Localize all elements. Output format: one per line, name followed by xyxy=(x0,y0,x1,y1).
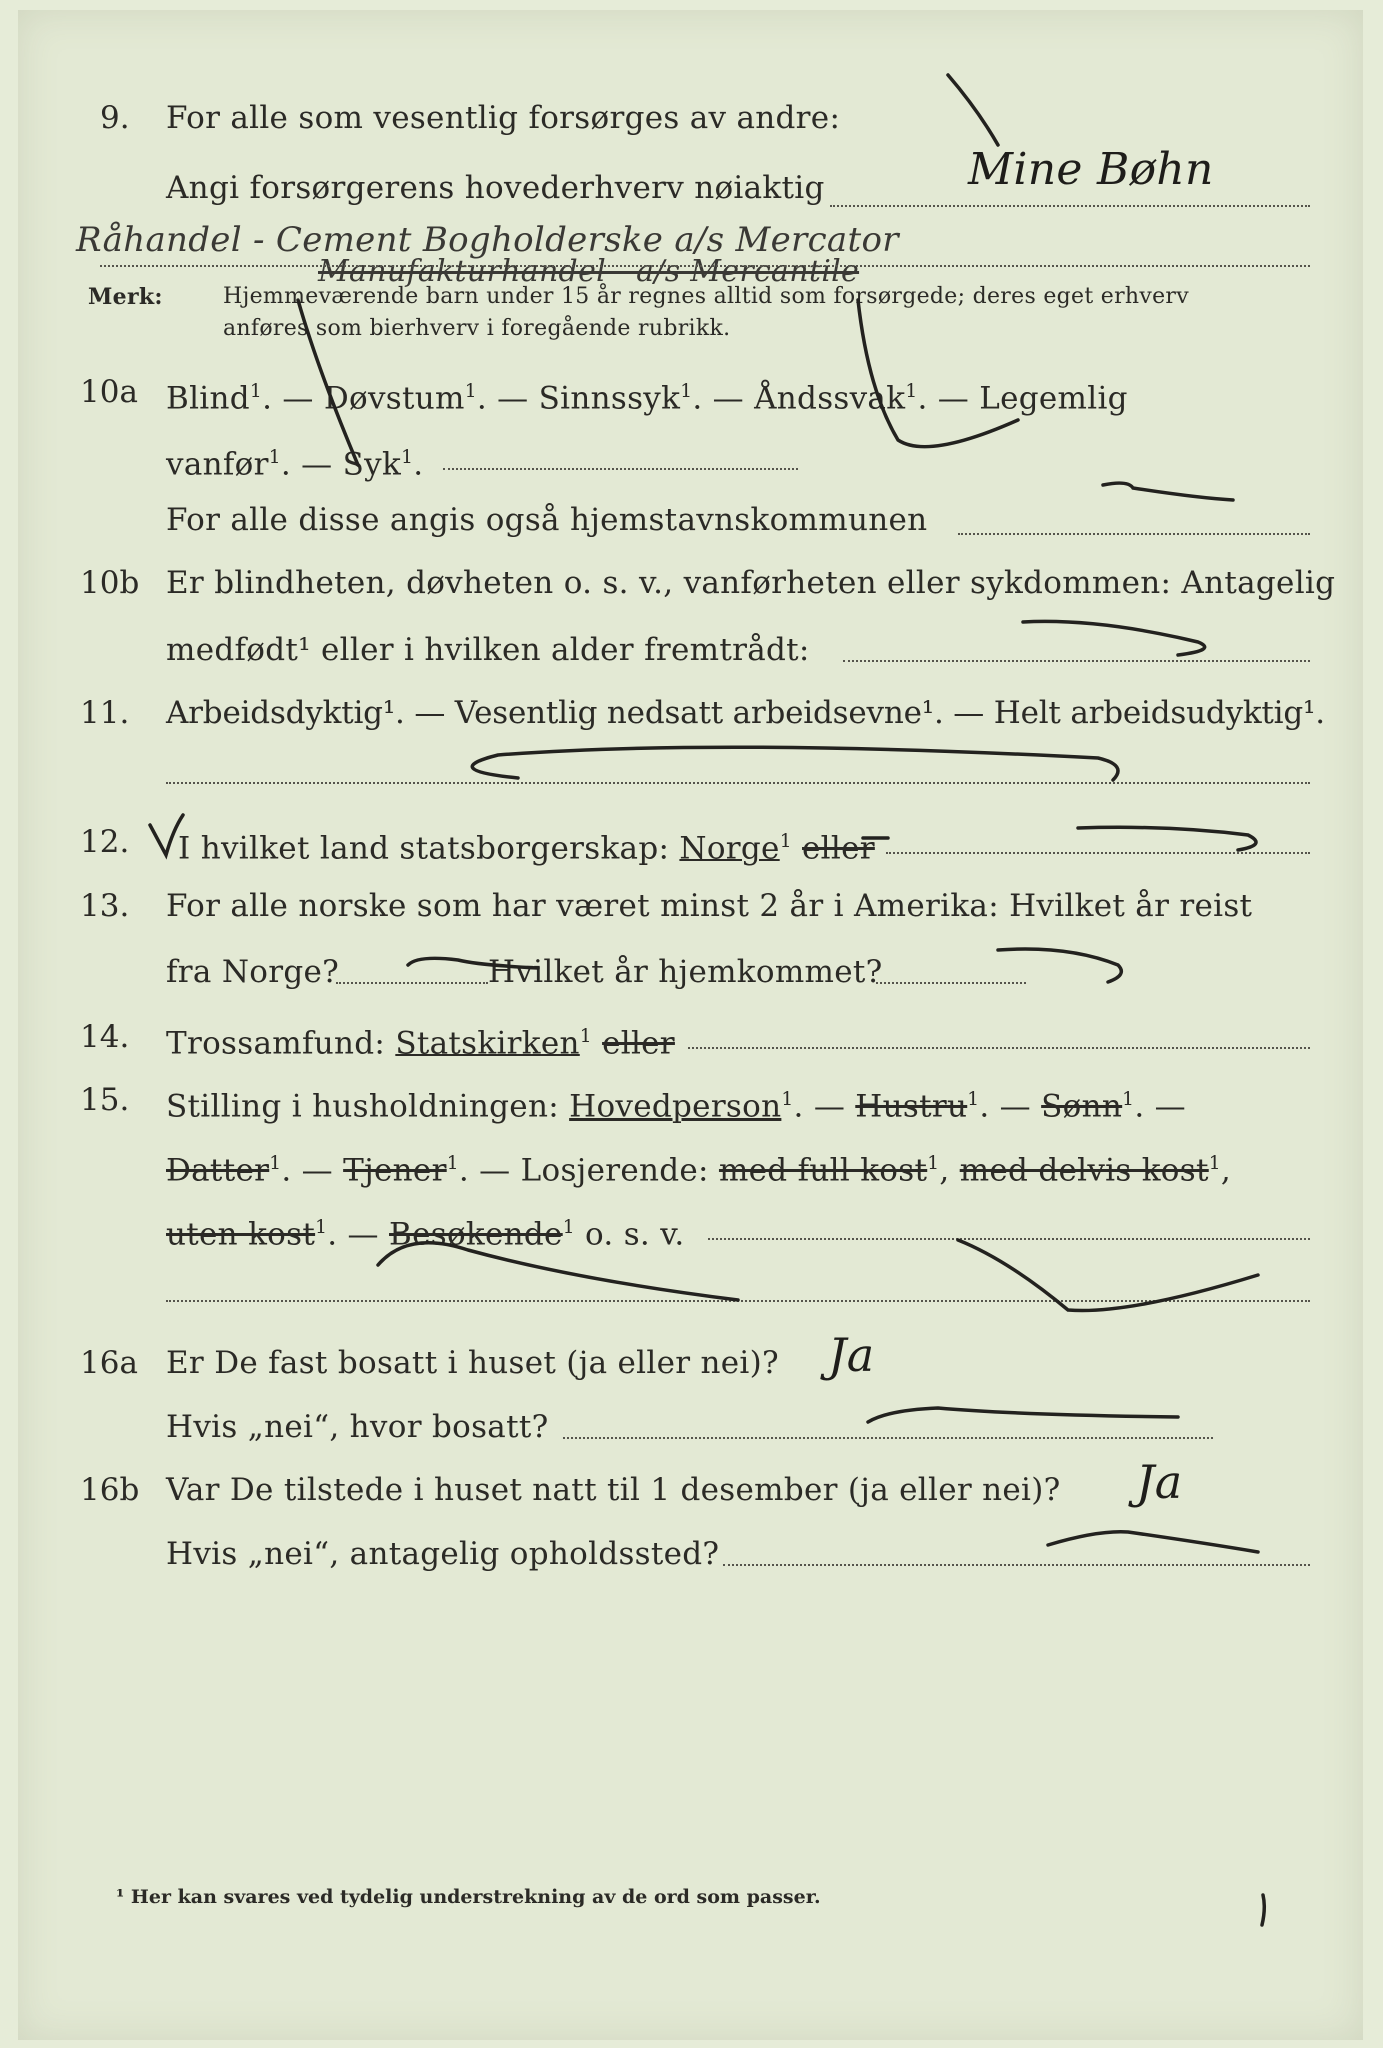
q14-line: Trossamfund: Statskirken$^1$ eller xyxy=(166,1025,675,1062)
q13-line-2a: fra Norge? xyxy=(166,954,340,990)
q9-handwritten-occupation: Råhandel - Cement Bogholderske a/s Mercator xyxy=(76,220,899,260)
option-losjerende: Losjerende: xyxy=(520,1152,709,1189)
option-osv: o. s. v. xyxy=(585,1216,685,1253)
option-med-full-kost: med full kost xyxy=(718,1152,928,1189)
q15-line-1: Stilling i husholdningen: Hovedperson$^1$. — Hustru$^1$. — Sønn$^1$. — xyxy=(166,1088,1186,1125)
option-andssvak: — Åndssvak xyxy=(702,380,906,417)
q15-answer-line xyxy=(708,1238,1310,1240)
q15-answer-line-2 xyxy=(166,1300,1310,1302)
q10a-hjemstavn-line xyxy=(958,533,1310,535)
question-number-11: 11. xyxy=(80,695,130,731)
q15-line-2: Datter$^1$. — Tjener$^1$. — Losjerende: med full kost$^1$, med delvis kost$^1$, xyxy=(166,1152,1232,1189)
q15-line-3: uten kost$^1$. — Besøkende$^1$ o. s. v. xyxy=(166,1216,685,1253)
q16a-handwritten-answer: Ja xyxy=(828,1328,875,1382)
option-med-delvis-kost: med delvis kost xyxy=(959,1152,1209,1189)
q13-line-2b: Hvilket år hjemkommet? xyxy=(488,954,883,990)
footnote: ¹ Her kan svares ved tydelig understrekning av de ord som passer. xyxy=(116,1886,821,1908)
option-sinnssyk: — Sinnssyk xyxy=(486,380,681,417)
question-number-12: 12. xyxy=(80,824,130,860)
question-number-14: 14. xyxy=(80,1019,130,1055)
q16a-line-2: Hvis „nei“, hvor bosatt? xyxy=(166,1409,549,1445)
q10a-line-3: For alle disse angis også hjemstavnskommunen xyxy=(166,502,928,538)
q9-handwritten-struck: Manufakturhandel - a/s Mercantile xyxy=(318,254,860,289)
option-hustru: Hustru xyxy=(855,1088,968,1125)
q10a-line-2: vanfør$^1$. — Syk$^1$. xyxy=(166,446,424,483)
q14-question-text: Trossamfund: xyxy=(166,1025,386,1062)
q14-answer-line xyxy=(688,1047,1310,1049)
q11-line-1: Arbeidsdyktig¹. — Vesentlig nedsatt arbeidsevne¹. — Helt arbeidsudyktig¹. xyxy=(166,695,1325,731)
option-uten-kost: uten kost xyxy=(166,1216,316,1253)
option-syk: — Syk xyxy=(291,446,402,483)
option-dovstum: — Døvstum xyxy=(272,380,465,417)
option-legemlig: — Legemlig xyxy=(927,380,1128,417)
q16a-bosatt-line xyxy=(563,1437,1213,1439)
question-number-13: 13. xyxy=(80,888,130,924)
q16b-line-1: Var De tilstede i huset natt til 1 desember (ja eller nei)? xyxy=(166,1472,1061,1508)
q10b-line-1: Er blindheten, døvheten o. s. v., vanførheten eller sykdommen: Antagelig xyxy=(166,565,1336,601)
option-datter: Datter xyxy=(166,1152,270,1189)
q12-question-text: I hvilket land statsborgerskap: xyxy=(178,830,670,867)
q11-answer-line xyxy=(166,782,1310,784)
q12-line: I hvilket land statsborgerskap: Norge$^1$ eller xyxy=(178,830,875,867)
q16a-line-1: Er De fast bosatt i huset (ja eller nei)? xyxy=(166,1345,779,1381)
question-number-16b: 16b xyxy=(80,1472,140,1508)
question-number-9: 9. xyxy=(100,100,130,136)
option-eller-struck: eller xyxy=(802,830,875,867)
option-vanfor: vanfør xyxy=(166,446,269,483)
option-tjener: Tjener xyxy=(343,1152,447,1189)
question-number-10a: 10a xyxy=(80,374,138,410)
option-norge: Norge xyxy=(679,830,780,867)
q9-answer-line-2 xyxy=(100,265,1310,267)
q9-line-1: For alle som vesentlig forsørges av andre: xyxy=(166,100,841,136)
q10a-answer-line xyxy=(443,468,798,470)
q13-hjemkommet-line xyxy=(876,982,1026,984)
q9-answer-line xyxy=(830,205,1310,207)
q9-handwritten-name: Mine Bøhn xyxy=(968,144,1214,195)
option-hovedperson: Hovedperson xyxy=(569,1088,782,1125)
q12-answer-line xyxy=(886,852,1310,854)
q13-line-1: For alle norske som har været minst 2 år i Amerika: Hvilket år reist xyxy=(166,888,1253,924)
merk-label: Merk: xyxy=(88,284,163,310)
q14-eller-struck: eller xyxy=(602,1025,675,1062)
q13-reist-line xyxy=(336,982,488,984)
question-number-16a: 16a xyxy=(80,1345,138,1381)
option-sonn: Sønn xyxy=(1041,1088,1123,1125)
q15-question-text: Stilling i husholdningen: xyxy=(166,1088,559,1125)
q16b-line-2: Hvis „nei“, antagelig opholdssted? xyxy=(166,1536,720,1572)
merk-line-2: anføres som bierhverv i foregående rubrikk. xyxy=(223,316,731,341)
q9-line-2: Angi forsørgerens hovederhverv nøiaktig xyxy=(166,170,825,206)
q16b-handwritten-answer: Ja xyxy=(1136,1455,1183,1509)
merk-line-1: Hjemmeværende barn under 15 år regnes alltid som forsørgede; deres eget erhverv xyxy=(223,284,1189,309)
q10b-answer-line xyxy=(843,660,1310,662)
q10a-line-1: Blind$^1$. — Døvstum$^1$. — Sinnssyk$^1$. — Åndssvak$^1$. — Legemlig xyxy=(166,380,1128,417)
option-besokende: Besøkende xyxy=(389,1216,563,1253)
question-number-10b: 10b xyxy=(80,565,140,601)
option-statskirken: Statskirken xyxy=(395,1025,580,1062)
question-number-15: 15. xyxy=(80,1082,130,1118)
q16b-opholdssted-line xyxy=(723,1564,1310,1566)
option-blind: Blind xyxy=(166,380,250,417)
q10b-line-2: medfødt¹ eller i hvilken alder fremtrådt: xyxy=(166,632,810,668)
census-form-page xyxy=(18,10,1363,2040)
